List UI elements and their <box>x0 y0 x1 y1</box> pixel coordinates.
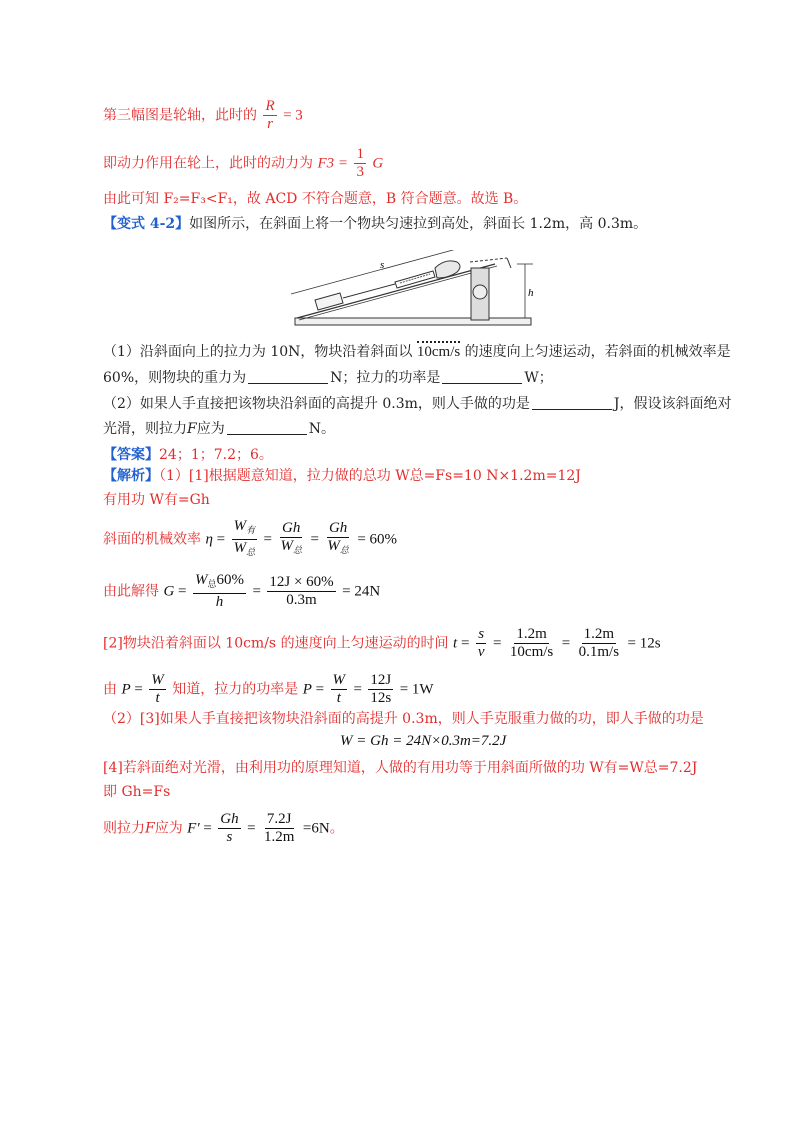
question-1-line-1: （1）沿斜面向上的拉力为 10N，物块沿着斜面以 10cm/s 的速度向上匀速运动，若斜面的机械效率是 <box>103 342 731 362</box>
time-line: [2]物块沿着斜面以 10cm/s 的速度向上匀速运动的时间 t = $\frac{s}{v}$ = $\frac{1.2m}{10cm/s}$ = $\frac{1.2m}{0.1m/s}$ = 12s <box>103 626 661 660</box>
work-equation: W = Gh = 24N×0.3m=7.2J <box>340 733 507 749</box>
solution-line-9: [4]若斜面绝对光滑，由利用功的原理知道，人做的有用功等于用斜面所做的功 W有=W总=7.2J <box>103 760 698 776</box>
answer-blank-power[interactable] <box>442 369 522 384</box>
power-line: 由 P = $\frac{W}{t}$ 知道，拉力的功率是 P = $\frac{W}{t}$ = $\frac{12J}{12s}$ = 1W <box>103 672 434 706</box>
label-h: h <box>528 287 534 299</box>
question-2-line-2: 光滑，则拉力F应为 N。 <box>103 421 335 437</box>
wheel-axle-ratio-line: 第三幅图是轮轴，此时的 $\frac{R}{r}$ = 3 <box>103 98 303 132</box>
solution-line-7: （2）[3]如果人手直接把该物块沿斜面的高提升 0.3m，则人手克服重力做的功，即人手做的功是 <box>103 711 704 727</box>
efficiency-line: 斜面的机械效率 η = $\frac{W_有}{W_总}$ = $\frac{Gh}{W_总}$ = $\frac{Gh}{W_总}$ = 60% <box>103 518 398 557</box>
solution-tag: 【解析】 <box>103 468 159 484</box>
weight-solve-line: 由此解得 G = $\frac{W_总60\%}{h}$ = $\frac{12J \times 60\%}{0.3m}$ = 24N <box>103 572 381 610</box>
solution-line-10: 即 Gh=Fs <box>103 784 171 800</box>
answer-blank-force[interactable] <box>227 420 307 435</box>
answer-tag: 【答案】 <box>103 447 159 463</box>
answer-blank-work[interactable] <box>532 395 612 410</box>
conclusion-line: 由此可知 F₂=F₃<F₁，故 ACD 不符合题意，B 符合题意。故选 B。 <box>103 191 528 207</box>
variant-tag: 【变式 4-2】 <box>103 216 190 232</box>
answer-line: 【答案】24；1；7.2；6。 <box>103 447 273 463</box>
ratio-fraction: $\frac{R}{r}$ <box>265 98 275 132</box>
variant-heading-line: 【变式 4-2】如图所示，在斜面上将一个物块匀速拉到高处，斜面长 1.2m，高 0.3m。 <box>103 216 648 232</box>
effort-force-line: 即动力作用在轮上，此时的动力为 F3 = $\frac{1}{3}$ G <box>103 146 384 180</box>
label-s: s <box>380 259 385 271</box>
speed-value: 10cm/s <box>417 341 460 360</box>
incline-figure <box>285 250 545 330</box>
text: 第三幅图是轮轴，此时的 <box>103 107 257 124</box>
question-2-line-1: （2）如果人手直接把该物块沿斜面的高提升 0.3m，则人手做的功是 J，假设该斜面绝对 <box>103 396 732 412</box>
force-result-line: 则拉力F应为 F′ = $\frac{Gh}{s}$ = $\frac{7.2J}{1.2m}$ =6N。 <box>103 811 344 845</box>
one-third-fraction: $\frac{1}{3}$ <box>356 146 364 180</box>
solution-line-2: 有用功 W有=Gh <box>103 492 210 508</box>
answer-blank-weight[interactable] <box>248 369 328 384</box>
question-1-line-2: 60%，则物块的重力为 N；拉力的功率是 W； <box>103 370 553 386</box>
solution-line-1: 【解析】（1）[1]根据题意知道，拉力做的总功 W总=Fs=10 N×1.2m=12J <box>103 468 581 484</box>
